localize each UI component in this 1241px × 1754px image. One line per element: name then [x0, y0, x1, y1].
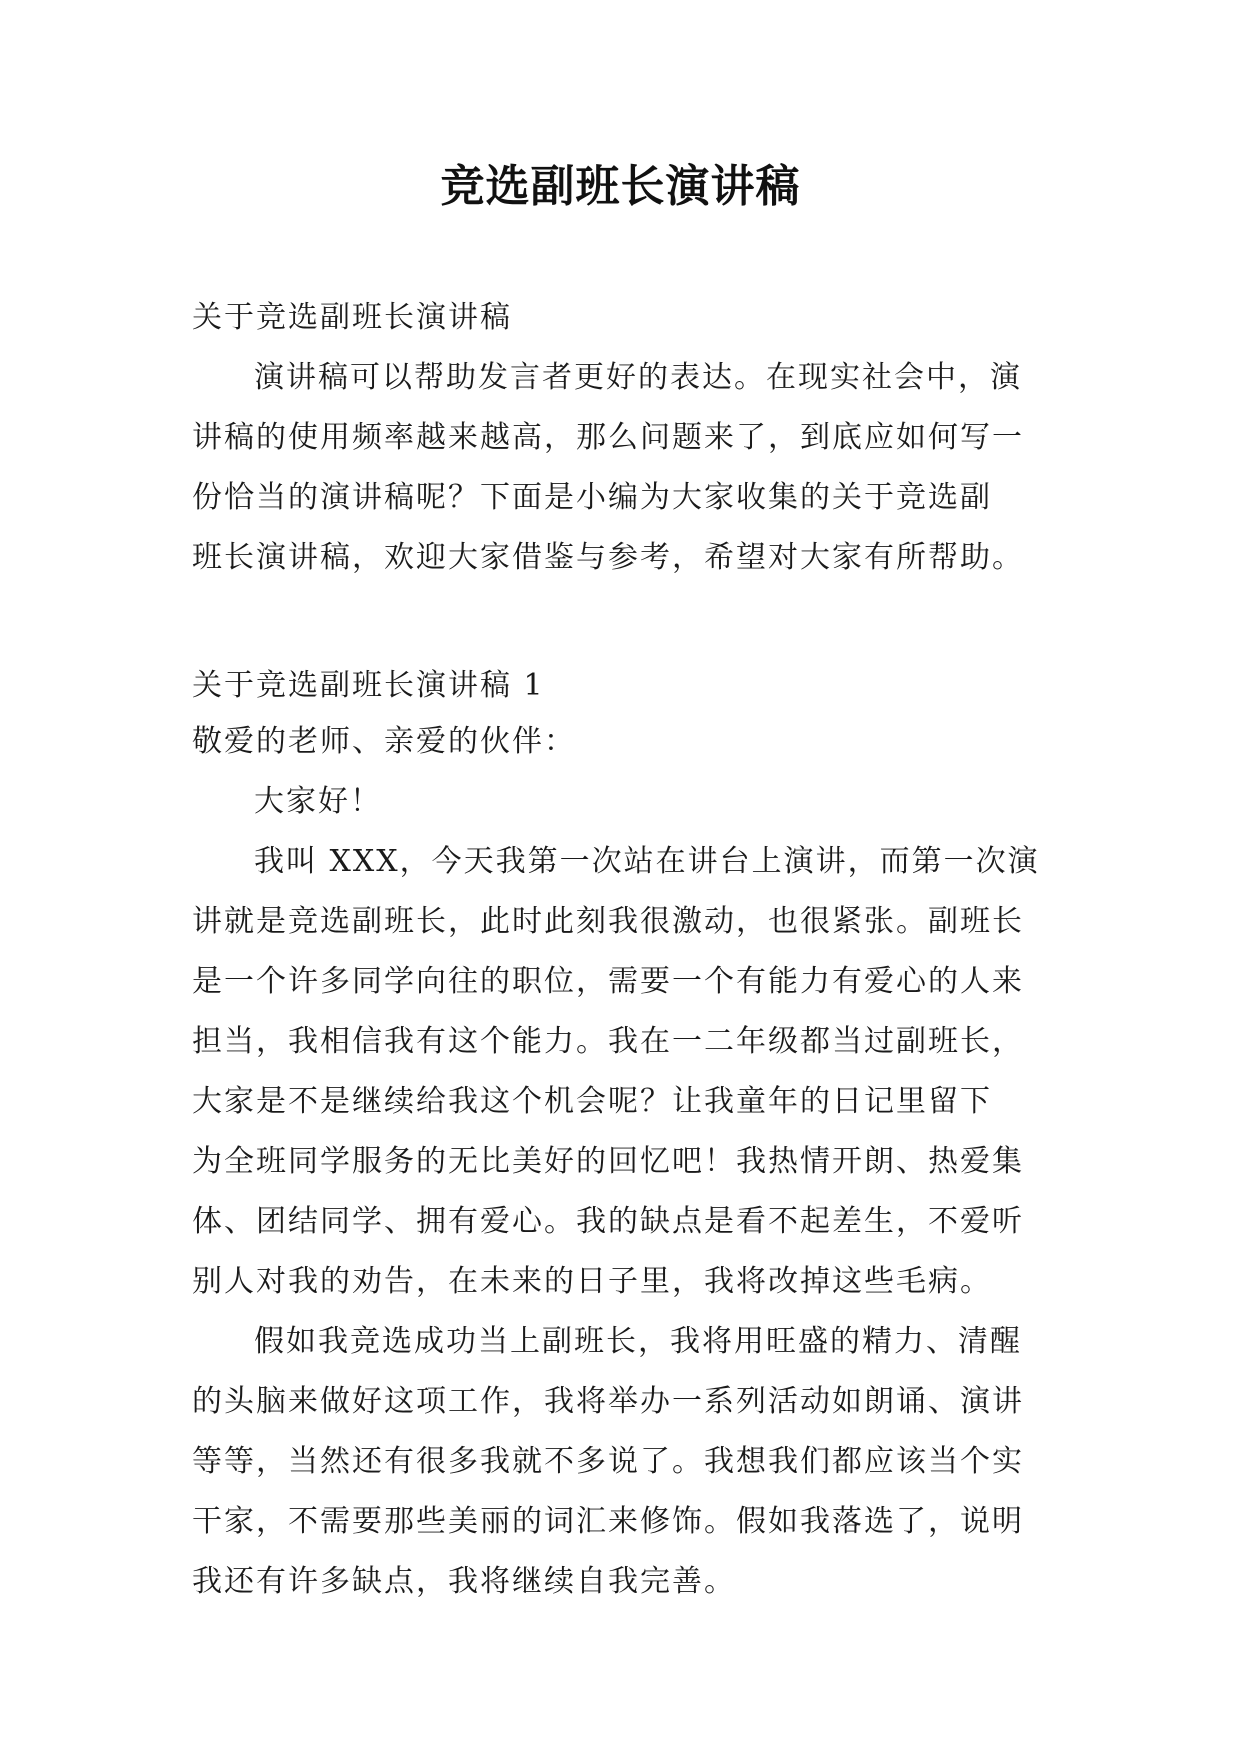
paragraph-line: 等等，当然还有很多我就不多说了。我想我们都应该当个实: [192, 1444, 1024, 1479]
paragraph-line: 是一个许多同学向往的职位，需要一个有能力有爱心的人来: [192, 964, 1024, 999]
paragraph-line: 为全班同学服务的无比美好的回忆吧！我热情开朗、热爱集: [192, 1144, 1024, 1179]
intro-line: 讲稿的使用频率越来越高，那么问题来了，到底应如何写一: [192, 420, 1024, 455]
paragraph-line: 的头脑来做好这项工作，我将举办一系列活动如朗诵、演讲: [192, 1384, 1024, 1419]
paragraph-line: 体、团结同学、拥有爱心。我的缺点是看不起差生，不爱听: [192, 1204, 1024, 1239]
speech-paragraph-1: [192, 832, 1058, 1312]
intro-paragraph: [192, 348, 1058, 588]
paragraph-line: 讲就是竞选副班长，此时此刻我很激动，也很紧张。副班长: [192, 904, 1024, 939]
paragraph-line: 我还有许多缺点，我将继续自我完善。: [192, 1564, 736, 1599]
paragraph-line: 我叫 XXX，今天我第一次站在讲台上演讲，而第一次演: [254, 844, 1040, 879]
document-title: 竞选副班长演讲稿: [440, 161, 801, 212]
intro-line: 份恰当的演讲稿呢？下面是小编为大家收集的关于竞选副: [192, 480, 992, 515]
intro-line: 班长演讲稿，欢迎大家借鉴与参考，希望对大家有所帮助。: [192, 540, 1024, 575]
document-body: [192, 288, 1058, 1612]
paragraph-line: 假如我竞选成功当上副班长，我将用旺盛的精力、清醒: [254, 1324, 1022, 1359]
greeting: 大家好！: [254, 784, 382, 819]
intro-line: 演讲稿可以帮助发言者更好的表达。在现实社会中，演: [254, 360, 1022, 395]
salutation: 敬爱的老师、亲爱的伙伴：: [192, 724, 576, 759]
paragraph-line: 别人对我的劝告，在未来的日子里，我将改掉这些毛病。: [192, 1264, 992, 1299]
paragraph-line: 担当，我相信我有这个能力。我在一二年级都当过副班长，: [192, 1024, 1024, 1059]
paragraph-line: 干家，不需要那些美丽的词汇来修饰。假如我落选了，说明: [192, 1504, 1024, 1539]
speech-paragraph-2: [192, 1312, 1058, 1612]
section-heading: 关于竞选副班长演讲稿 1: [192, 668, 545, 703]
intro-heading: 关于竞选副班长演讲稿: [192, 300, 512, 335]
section-gap: [192, 588, 1058, 660]
paragraph-line: 大家是不是继续给我这个机会呢？让我童年的日记里留下: [192, 1084, 992, 1119]
